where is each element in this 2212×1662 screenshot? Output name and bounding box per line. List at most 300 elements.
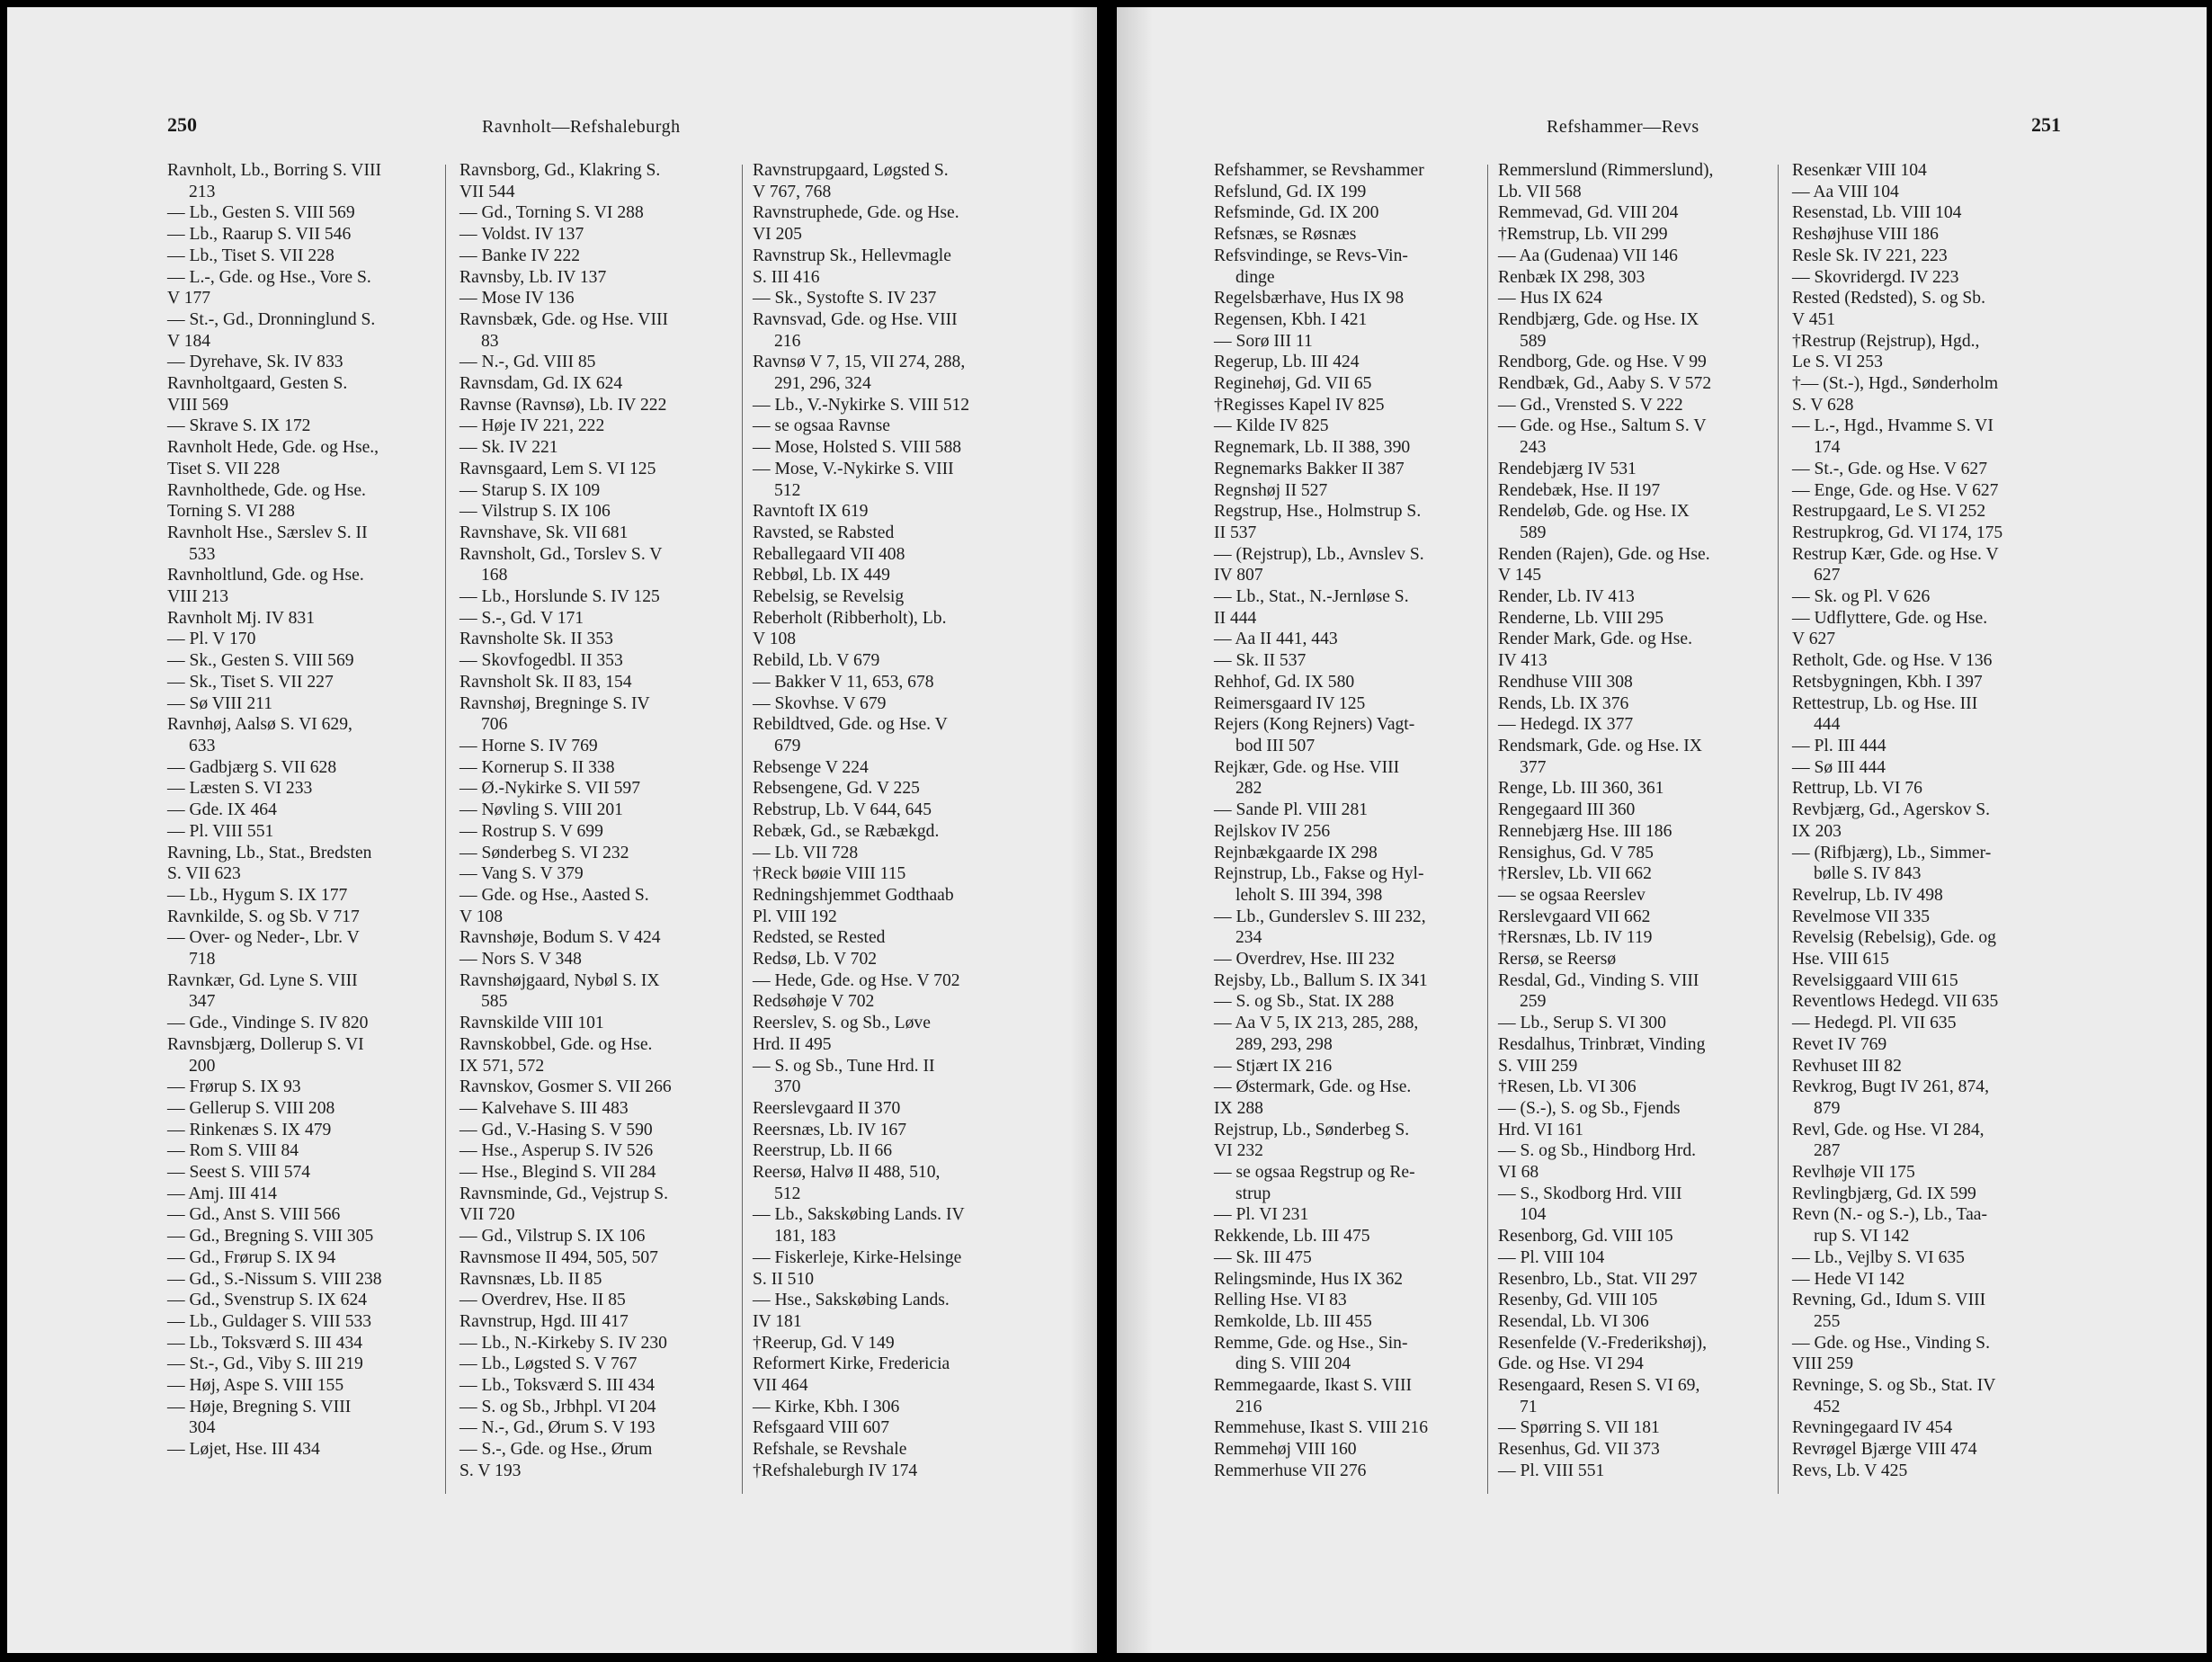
index-entry: Revningegaard IV 454 — [1792, 1418, 1953, 1438]
index-entry: — Pl. III 444 — [1792, 736, 1886, 755]
index-entry: — St.-, Gd., Dronninglund S. — [167, 309, 376, 329]
index-entry: — Gd., V.-Hasing S. V 590 — [459, 1120, 653, 1139]
index-entry: 71 — [1520, 1397, 1538, 1416]
index-entry: †Regisses Kapel IV 825 — [1214, 395, 1385, 415]
index-entry: Rebelsig, se Revelsig — [753, 587, 905, 607]
index-entry: — (S.-), S. og Sb., Fjends — [1498, 1098, 1681, 1118]
index-entry: Rendbjærg, Gde. og Hse. IX — [1498, 309, 1699, 329]
index-entry: — Kirke, Kbh. I 306 — [753, 1397, 900, 1416]
index-entry: IX 288 — [1214, 1098, 1263, 1118]
index-entry: — Skrave S. IX 172 — [167, 416, 311, 436]
index-entry: strup — [1235, 1184, 1271, 1203]
index-entry: 200 — [189, 1056, 216, 1076]
index-entry: Revkrog, Bugt IV 261, 874, — [1792, 1077, 1989, 1097]
index-entry: — Sk. og Pl. V 626 — [1792, 587, 1931, 607]
index-entry: Resenfelde (V.-Frederikshøj), — [1498, 1333, 1707, 1353]
index-entry: — Gellerup S. VIII 208 — [167, 1098, 335, 1118]
running-head: Refshammer—Revs — [1547, 117, 1699, 137]
index-entry: Redsøhøje V 702 — [753, 992, 875, 1012]
index-entry: — Sø III 444 — [1792, 757, 1886, 777]
index-entry: †Resen, Lb. VI 306 — [1498, 1077, 1637, 1097]
index-entry: S. V 628 — [1792, 395, 1854, 415]
index-entry: — Gd., S.-Nissum S. VIII 238 — [167, 1269, 382, 1289]
index-entry: Regnshøj II 527 — [1214, 480, 1328, 500]
index-entry: — Pl. VIII 551 — [167, 821, 274, 841]
index-entry: †Reerup, Gd. V 149 — [753, 1333, 895, 1353]
index-entry: Revlhøje VII 175 — [1792, 1163, 1915, 1183]
column-rule — [1778, 165, 1779, 1494]
index-entry: — Sk. III 475 — [1214, 1247, 1312, 1267]
index-entry: — Høje IV 221, 222 — [459, 416, 605, 436]
index-entry: Rendborg, Gde. og Hse. V 99 — [1498, 353, 1707, 372]
index-entry: Ravnholt Hede, Gde. og Hse., — [167, 438, 379, 458]
index-entry: — Udflyttere, Gde. og Hse. — [1792, 608, 1988, 628]
index-entry: Ravnse (Ravnsø), Lb. IV 222 — [459, 395, 667, 415]
index-entry: Hrd. II 495 — [753, 1034, 832, 1054]
index-entry: Resengaard, Resen S. VI 69, — [1498, 1376, 1700, 1396]
index-entry: Rebsenge V 224 — [753, 757, 869, 777]
index-entry: 706 — [481, 715, 508, 735]
index-entry: Rerslevgaard VII 662 — [1498, 907, 1651, 926]
index-entry: Revs, Lb. V 425 — [1792, 1461, 1908, 1480]
index-entry: Ravnskilde VIII 101 — [459, 1014, 604, 1033]
index-entry: Rensighus, Gd. V 785 — [1498, 843, 1654, 862]
index-entry: — Gde. IX 464 — [167, 800, 277, 820]
index-entry: V 184 — [167, 331, 211, 351]
index-entry: 259 — [1520, 992, 1547, 1012]
index-entry: Ravnsgaard, Lem S. VI 125 — [459, 459, 656, 478]
index-entry: 243 — [1520, 438, 1547, 458]
index-entry: — (Rejstrup), Lb., Avnslev S. — [1214, 544, 1424, 564]
index-entry: S. VIII 259 — [1498, 1056, 1578, 1076]
index-entry: Revelsig (Rebelsig), Gde. og — [1792, 928, 1996, 948]
index-entry: — Lb. VII 728 — [753, 843, 859, 862]
index-entry: — Lb., Gesten S. VIII 569 — [167, 203, 355, 223]
index-entry: 370 — [774, 1077, 801, 1097]
index-entry: Ravnshøj, Bregninge S. IV — [459, 693, 650, 713]
index-entry: 181, 183 — [774, 1227, 836, 1246]
index-entry: Rendebjærg IV 531 — [1498, 459, 1637, 478]
page-curve-shadow — [1117, 7, 1153, 1653]
index-entry: Ravnkilde, S. og Sb. V 717 — [167, 907, 360, 926]
index-entry: 234 — [1235, 928, 1262, 948]
index-entry: V 627 — [1792, 630, 1836, 649]
index-entry: Ravnshøjgaard, Nybøl S. IX — [459, 970, 660, 990]
page-number: 250 — [167, 113, 197, 136]
index-entry: VIII 569 — [167, 395, 229, 415]
index-entry: — Rom S. VIII 84 — [167, 1141, 299, 1161]
index-entry: II 444 — [1214, 608, 1257, 628]
index-entry: — Lb., Løgsted S. V 767 — [459, 1354, 638, 1374]
index-entry: — Gadbjærg S. VII 628 — [167, 757, 337, 777]
page-number: 251 — [2031, 113, 2061, 136]
index-entry: Ravnsborg, Gd., Klakring S. — [459, 161, 661, 180]
index-column-3 — [1792, 160, 2062, 1482]
index-entry: Refshale, se Revshale — [753, 1440, 907, 1460]
index-entry: — Mose, Holsted S. VIII 588 — [753, 438, 962, 458]
index-entry: — Mose IV 136 — [459, 289, 575, 308]
index-entry: Regensen, Kbh. I 421 — [1214, 309, 1368, 329]
index-entry: Regnemark, Lb. II 388, 390 — [1214, 438, 1411, 458]
index-entry: Revning, Gd., Idum S. VIII — [1792, 1291, 1986, 1310]
index-entry: Regerup, Lb. III 424 — [1214, 353, 1360, 372]
index-entry: — Sk., Gesten S. VIII 569 — [167, 651, 354, 671]
index-entry: †— (St.-), Hgd., Sønderholm — [1792, 374, 1999, 394]
index-entry: Regnemarks Bakker II 387 — [1214, 459, 1405, 478]
index-entry: — Sorø III 11 — [1214, 331, 1313, 351]
index-entry: Resenstad, Lb. VIII 104 — [1792, 203, 1962, 223]
index-entry: — Lb., V.-Nykirke S. VIII 512 — [753, 395, 970, 415]
index-entry: — Gd., Torning S. VI 288 — [459, 203, 644, 223]
index-entry: — se ogsaa Ravnse — [753, 416, 890, 436]
index-entry: Ravnstruphede, Gde. og Hse. — [753, 203, 959, 223]
index-entry: — Sø VIII 211 — [167, 693, 273, 713]
index-entry: Pl. VIII 192 — [753, 907, 837, 926]
index-entry: Revninge, S. og Sb., Stat. IV — [1792, 1376, 1996, 1396]
index-entry: VII 464 — [753, 1376, 808, 1396]
index-entry: — Mose, V.-Nykirke S. VIII — [753, 459, 954, 478]
index-entry: — Stjært IX 216 — [1214, 1056, 1333, 1076]
index-entry: IV 413 — [1498, 651, 1548, 671]
index-entry: Regelsbærhave, Hus IX 98 — [1214, 289, 1405, 308]
index-entry: 627 — [1814, 566, 1841, 585]
index-entry: — Skovhse. V 679 — [753, 693, 887, 713]
index-entry: — Hedegd. Pl. VII 635 — [1792, 1014, 1957, 1033]
index-entry: Remmegaarde, Ikast S. VIII — [1214, 1376, 1412, 1396]
index-entry: Reberholt (Ribberholt), Lb. — [753, 608, 947, 628]
index-entry: 83 — [481, 331, 499, 351]
index-entry: — Læsten S. VI 233 — [167, 779, 313, 799]
index-entry: 533 — [189, 544, 216, 564]
index-entry: — Lb., Serup S. VI 300 — [1498, 1014, 1666, 1033]
index-entry: Ravnsø V 7, 15, VII 274, 288, — [753, 353, 966, 372]
index-entry: Rejnbækgaarde IX 298 — [1214, 843, 1378, 862]
index-entry: S. II 510 — [753, 1269, 815, 1289]
index-entry: Redsted, se Rested — [753, 928, 886, 948]
index-entry: Rebsengene, Gd. V 225 — [753, 779, 920, 799]
index-entry: Ravnsnæs, Lb. II 85 — [459, 1269, 602, 1289]
index-entry: ding S. VIII 204 — [1235, 1354, 1351, 1374]
index-entry: 444 — [1814, 715, 1841, 735]
index-entry: bod III 507 — [1235, 736, 1316, 755]
index-entry: IV 181 — [753, 1311, 802, 1331]
index-entry: — Lb., Horslunde S. IV 125 — [459, 587, 660, 607]
index-entry: 512 — [774, 1184, 801, 1203]
index-entry: Rested (Redsted), S. og Sb. — [1792, 289, 1985, 308]
index-entry: Rendebæk, Hse. II 197 — [1498, 480, 1661, 500]
index-entry: — Hede VI 142 — [1792, 1269, 1905, 1289]
page-curve-shadow — [1070, 7, 1097, 1653]
index-entry: Reginehøj, Gd. VII 65 — [1214, 374, 1372, 394]
index-entry: — Seest S. VIII 574 — [167, 1163, 311, 1183]
index-entry: — Høje, Bregning S. VIII — [167, 1397, 352, 1416]
index-entry: — Nors S. V 348 — [459, 950, 582, 970]
index-entry: Restrupgaard, Le S. VI 252 — [1792, 502, 1986, 522]
index-entry: — Aa V 5, IX 213, 285, 288, — [1214, 1014, 1419, 1033]
index-entry: — Sk., Systofte S. IV 237 — [753, 289, 937, 308]
index-entry: VI 205 — [753, 225, 802, 245]
index-entry: Ravnsholt Sk. II 83, 154 — [459, 672, 632, 692]
index-entry: Ravnskov, Gosmer S. VII 266 — [459, 1077, 672, 1097]
index-entry: 174 — [1814, 438, 1841, 458]
index-entry: Rejstrup, Lb., Sønderbeg S. — [1214, 1120, 1410, 1139]
index-entry: Resenkær VIII 104 — [1792, 161, 1927, 180]
index-entry: Ravnkær, Gd. Lyne S. VIII — [167, 970, 358, 990]
index-entry: Rendbæk, Gd., Aaby S. V 572 — [1498, 374, 1712, 394]
index-entry: Rejkær, Gde. og Hse. VIII — [1214, 757, 1400, 777]
index-entry: — Kornerup S. II 338 — [459, 757, 615, 777]
index-entry: Relling Hse. VI 83 — [1214, 1291, 1347, 1310]
index-entry: — S. og Sb., Tune Hrd. II — [753, 1056, 935, 1076]
index-entry: V 108 — [459, 907, 504, 926]
index-entry: Regstrup, Hse., Holmstrup S. — [1214, 502, 1422, 522]
index-entry: rup S. VI 142 — [1814, 1227, 1910, 1246]
index-entry: Rersø, se Reersø — [1498, 950, 1617, 970]
index-entry: — L.-, Gde. og Hse., Vore S. — [167, 267, 371, 287]
index-entry: VII 720 — [459, 1205, 515, 1225]
index-entry: — Gde. og Hse., Vinding S. — [1792, 1333, 1990, 1353]
index-entry: — Skovfogedbl. II 353 — [459, 651, 623, 671]
index-entry: — Bakker V 11, 653, 678 — [753, 672, 934, 692]
index-entry: †Reck bøøie VIII 115 — [753, 864, 906, 884]
index-entry: Ravnholt Mj. IV 831 — [167, 608, 316, 628]
index-entry: VII 544 — [459, 182, 515, 201]
index-entry: Reerslevgaard II 370 — [753, 1098, 901, 1118]
index-entry: V 108 — [753, 630, 797, 649]
index-column-2 — [1498, 160, 1768, 1482]
index-entry: Revn (N.- og S.-), Lb., Taa- — [1792, 1205, 1988, 1225]
index-entry: Ravnholt, Lb., Borring S. VIII — [167, 161, 382, 180]
index-entry: Rejers (Kong Rejners) Vagt- — [1214, 715, 1415, 735]
index-entry: 679 — [774, 736, 801, 755]
index-entry: Rebildtved, Gde. og Hse. V — [753, 715, 948, 735]
index-entry: Ravntoft IX 619 — [753, 502, 869, 522]
index-entry: 255 — [1814, 1311, 1841, 1331]
column-rule — [445, 165, 446, 1494]
index-entry: — Overdrev, Hse. III 232 — [1214, 950, 1396, 970]
index-entry: Revhuset III 82 — [1792, 1056, 1902, 1076]
index-entry: — Gd., Frørup S. IX 94 — [167, 1247, 336, 1267]
index-entry: — Rinkenæs S. IX 479 — [167, 1120, 332, 1139]
index-entry: — Gde. og Hse., Aasted S. — [459, 885, 649, 905]
index-entry: Reerslev, S. og Sb., Løve — [753, 1014, 931, 1033]
index-entry: — Starup S. IX 109 — [459, 480, 601, 500]
index-entry: Resenbro, Lb., Stat. VII 297 — [1498, 1269, 1698, 1289]
index-entry: Renderne, Lb. VIII 295 — [1498, 608, 1664, 628]
index-entry: Remmerhuse VII 276 — [1214, 1461, 1367, 1480]
index-entry: 287 — [1814, 1141, 1841, 1161]
index-entry: — Løjet, Hse. III 434 — [167, 1440, 320, 1460]
index-entry: Remmehøj VIII 160 — [1214, 1440, 1357, 1460]
index-entry: 216 — [774, 331, 801, 351]
index-entry: — Gd., Anst S. VIII 566 — [167, 1205, 341, 1225]
column-rule — [742, 165, 743, 1494]
index-entry: Revet IV 769 — [1792, 1034, 1887, 1054]
index-entry: — Ø.-Nykirke S. VII 597 — [459, 779, 640, 799]
index-entry: Resenborg, Gd. VIII 105 — [1498, 1227, 1673, 1246]
index-entry: S. III 416 — [753, 267, 820, 287]
index-entry: Refslund, Gd. IX 199 — [1214, 182, 1367, 201]
index-entry: Rettrup, Lb. VI 76 — [1792, 779, 1922, 799]
index-entry: — Lb., Toksværd S. III 434 — [167, 1333, 363, 1353]
index-entry: Reshøjhuse VIII 186 — [1792, 225, 1939, 245]
index-entry: Ravnstrup, Hgd. III 417 — [459, 1311, 629, 1331]
index-entry: — Lb., Vejlby S. VI 635 — [1792, 1247, 1965, 1267]
index-entry: 304 — [189, 1418, 216, 1438]
index-entry: VI 232 — [1214, 1141, 1263, 1161]
index-entry: Remme, Gde. og Hse., Sin- — [1214, 1333, 1408, 1353]
index-entry: Remmerslund (Rimmerslund), — [1498, 161, 1714, 180]
index-entry: Ravnsholte Sk. II 353 — [459, 630, 613, 649]
index-entry: — Gd., Vrensted S. V 222 — [1498, 395, 1683, 415]
index-entry: — Fiskerleje, Kirke-Helsinge — [753, 1247, 962, 1267]
page-gutter — [1097, 0, 1117, 1662]
index-entry: 216 — [1235, 1397, 1262, 1416]
index-entry: Resdal, Gd., Vinding S. VIII — [1498, 970, 1699, 990]
index-entry: Renbæk IX 298, 303 — [1498, 267, 1646, 287]
index-entry: Ravnhøj, Aalsø S. VI 629, — [167, 715, 352, 735]
index-entry: VI 68 — [1498, 1163, 1539, 1183]
index-entry: 589 — [1520, 331, 1547, 351]
index-entry: Reballegaard VII 408 — [753, 544, 905, 564]
index-entry: — Skovridergd. IV 223 — [1792, 267, 1959, 287]
index-entry: Ravnstrup Sk., Hellevmagle — [753, 246, 951, 265]
index-entry: — S. og Sb., Hindborg Hrd. — [1498, 1141, 1697, 1161]
index-entry: Restrupkrog, Gd. VI 174, 175 — [1792, 523, 2003, 542]
index-entry: — Banke IV 222 — [459, 246, 581, 265]
index-entry: Rehhof, Gd. IX 580 — [1214, 672, 1355, 692]
index-entry: Revelsiggaard VIII 615 — [1792, 970, 1958, 990]
index-entry: Reimersgaard IV 125 — [1214, 693, 1366, 713]
index-entry: Reersnæs, Lb. IV 167 — [753, 1120, 907, 1139]
index-entry: 347 — [189, 992, 216, 1012]
index-entry: Retsbygningen, Kbh. I 397 — [1792, 672, 1983, 692]
index-entry: — S. og Sb., Stat. IX 288 — [1214, 992, 1395, 1012]
index-column-1 — [167, 160, 437, 1461]
index-entry: — S., Skodborg Hrd. VIII — [1498, 1184, 1682, 1203]
right-page — [1117, 7, 2207, 1653]
index-entry: — St.-, Gde. og Hse. V 627 — [1792, 459, 1987, 478]
index-entry: — Gd., Svenstrup S. IX 624 — [167, 1291, 368, 1310]
index-entry: — Pl. VIII 104 — [1498, 1247, 1605, 1267]
index-entry: †Rersnæs, Lb. IV 119 — [1498, 928, 1653, 948]
index-entry: — (Rifbjærg), Lb., Simmer- — [1792, 843, 1992, 862]
index-entry: — Østermark, Gde. og Hse. — [1214, 1077, 1412, 1097]
index-entry: Rends, Lb. IX 376 — [1498, 693, 1629, 713]
index-entry: — se ogsaa Reerslev — [1498, 885, 1646, 905]
index-entry: Revrøgel Bjærge VIII 474 — [1792, 1440, 1977, 1460]
index-entry: Reerstrup, Lb. II 66 — [753, 1141, 893, 1161]
index-entry: VIII 259 — [1792, 1354, 1854, 1374]
index-entry: — se ogsaa Regstrup og Re- — [1214, 1163, 1415, 1183]
index-entry: Revelrup, Lb. IV 498 — [1792, 885, 1943, 905]
index-entry: — Hede, Gde. og Hse. V 702 — [753, 970, 960, 990]
index-entry: — Kalvehave S. III 483 — [459, 1098, 629, 1118]
index-entry: — Vang S. V 379 — [459, 864, 584, 884]
index-entry: Rendsmark, Gde. og Hse. IX — [1498, 736, 1702, 755]
index-entry: Refshammer, se Revshammer — [1214, 161, 1424, 180]
index-entry: †Remstrup, Lb. VII 299 — [1498, 225, 1668, 245]
index-entry: — Aa VIII 104 — [1792, 182, 1899, 201]
index-entry: Ravnsby, Lb. IV 137 — [459, 267, 607, 287]
index-entry: — St.-, Gd., Viby S. III 219 — [167, 1354, 363, 1374]
index-entry: 589 — [1520, 523, 1547, 542]
index-entry: Resendal, Lb. VI 306 — [1498, 1311, 1649, 1331]
index-entry: 452 — [1814, 1397, 1841, 1416]
column-rule — [1487, 165, 1488, 1494]
index-entry: 377 — [1520, 757, 1547, 777]
index-entry: — Frørup S. IX 93 — [167, 1077, 301, 1097]
index-entry: Revelmose VII 335 — [1792, 907, 1931, 926]
index-entry: Ravnsholt, Gd., Torslev S. V — [459, 544, 663, 564]
index-entry: Relingsminde, Hus IX 362 — [1214, 1269, 1404, 1289]
index-entry: — Lb., Hygum S. IX 177 — [167, 885, 348, 905]
index-entry: — Kilde IV 825 — [1214, 416, 1329, 436]
index-entry: Rejlskov IV 256 — [1214, 821, 1331, 841]
index-entry: — Vilstrup S. IX 106 — [459, 502, 611, 522]
index-entry: — Lb., N.-Kirkeby S. IV 230 — [459, 1333, 667, 1353]
index-entry: Rebild, Lb. V 679 — [753, 651, 880, 671]
index-column-1 — [1214, 160, 1484, 1482]
index-entry: Torning S. VI 288 — [167, 502, 295, 522]
index-entry: Render Mark, Gde. og Hse. — [1498, 630, 1693, 649]
index-entry: Resenby, Gd. VIII 105 — [1498, 1291, 1658, 1310]
index-entry: Revlingbjærg, Gd. IX 599 — [1792, 1184, 1976, 1203]
index-entry: Ravnsdam, Gd. IX 624 — [459, 374, 623, 394]
index-entry: — Lb., Tiset S. VII 228 — [167, 246, 334, 265]
index-entry: †Refshaleburgh IV 174 — [753, 1461, 918, 1480]
index-entry: Rengegaard III 360 — [1498, 800, 1636, 820]
index-entry: — S.-, Gde. og Hse., Ørum — [459, 1440, 653, 1460]
index-entry: 291, 296, 324 — [774, 374, 871, 394]
index-entry: — Hedegd. IX 377 — [1498, 715, 1634, 735]
index-entry: Remmevad, Gd. VIII 204 — [1498, 203, 1679, 223]
index-entry: — S. og Sb., Jrbhpl. VI 204 — [459, 1397, 656, 1416]
index-entry: — Pl. VI 231 — [1214, 1205, 1309, 1225]
index-entry: 633 — [189, 736, 216, 755]
index-entry: — Amj. III 414 — [167, 1184, 277, 1203]
index-entry: Refsnæs, se Røsnæs — [1214, 225, 1357, 245]
index-entry: — Hse., Asperup S. IV 526 — [459, 1141, 654, 1161]
index-entry: Resle Sk. IV 221, 223 — [1792, 246, 1948, 265]
index-entry: Lb. VII 568 — [1498, 182, 1582, 201]
index-entry: — Spørring S. VII 181 — [1498, 1418, 1660, 1438]
index-entry: Le S. VI 253 — [1792, 353, 1883, 372]
index-entry: — Gde., Vindinge S. IV 820 — [167, 1014, 369, 1033]
index-entry: Revl, Gde. og Hse. VI 284, — [1792, 1120, 1985, 1139]
index-entry: Ravnsbæk, Gde. og Hse. VIII — [459, 309, 669, 329]
index-entry: — Høj, Aspe S. VIII 155 — [167, 1376, 344, 1396]
index-entry: 213 — [189, 182, 216, 201]
index-entry: — Hus IX 624 — [1498, 289, 1602, 308]
index-entry: — Pl. V 170 — [167, 630, 256, 649]
index-entry: Renge, Lb. III 360, 361 — [1498, 779, 1664, 799]
index-entry: Revbjærg, Gd., Agerskov S. — [1792, 800, 1991, 820]
index-entry: 718 — [189, 950, 216, 970]
index-entry: IV 807 — [1214, 566, 1263, 585]
index-entry: — Horne S. IV 769 — [459, 736, 598, 755]
index-entry: IX 571, 572 — [459, 1056, 545, 1076]
index-entry: — Pl. VIII 551 — [1498, 1461, 1605, 1480]
index-entry: Resenhus, Gd. VII 373 — [1498, 1440, 1660, 1460]
index-entry: Rebbøl, Lb. IX 449 — [753, 566, 890, 585]
index-entry: Redningshjemmet Godthaab — [753, 885, 954, 905]
index-entry: Refsgaard VIII 607 — [753, 1418, 889, 1438]
index-entry: — Sønderbeg S. VI 232 — [459, 843, 629, 862]
index-entry: Refsminde, Gd. IX 200 — [1214, 203, 1379, 223]
index-entry: — Hse., Sakskøbing Lands. — [753, 1291, 950, 1310]
index-entry: — Dyrehave, Sk. IV 833 — [167, 353, 343, 372]
